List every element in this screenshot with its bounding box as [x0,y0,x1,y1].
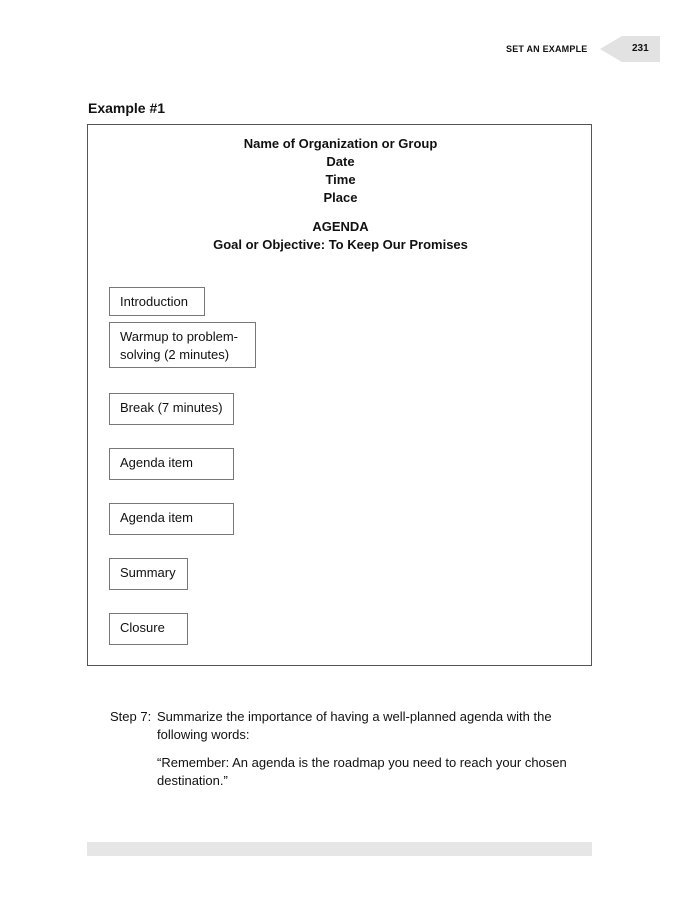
agenda-item-break: Break (7 minutes) [109,393,234,425]
agenda-date: Date [326,154,355,169]
agenda-item-warmup: Warmup to problem-solving (2 minutes) [109,322,256,368]
agenda-time: Time [325,172,356,187]
agenda-place: Place [323,190,358,205]
agenda-item-introduction: Introduction [109,287,205,316]
agenda-frame [87,124,592,666]
page-tab-shape [600,36,660,62]
agenda-item-summary: Summary [109,558,188,590]
step-quote: “Remember: An agenda is the roadmap you need to reach your chosen destination.” [157,755,567,788]
agenda-goal: Goal or Objective: To Keep Our Promises [213,237,468,252]
example-label: Example #1 [88,100,166,116]
agenda-item-1: Agenda item [109,448,234,480]
page-number: 231 [632,43,649,54]
agenda-item-closure: Closure [109,613,188,645]
running-header-title: SET AN EXAMPLE [506,44,588,54]
agenda-heading: AGENDA [312,219,369,234]
step-text: Summarize the importance of having a well-planned agenda with the following words: [157,709,552,742]
organization-name: Name of Organization or Group [243,136,438,151]
step-label: Step 7: [110,709,152,724]
footer-bar [87,842,592,856]
agenda-item-2: Agenda item [109,503,234,535]
